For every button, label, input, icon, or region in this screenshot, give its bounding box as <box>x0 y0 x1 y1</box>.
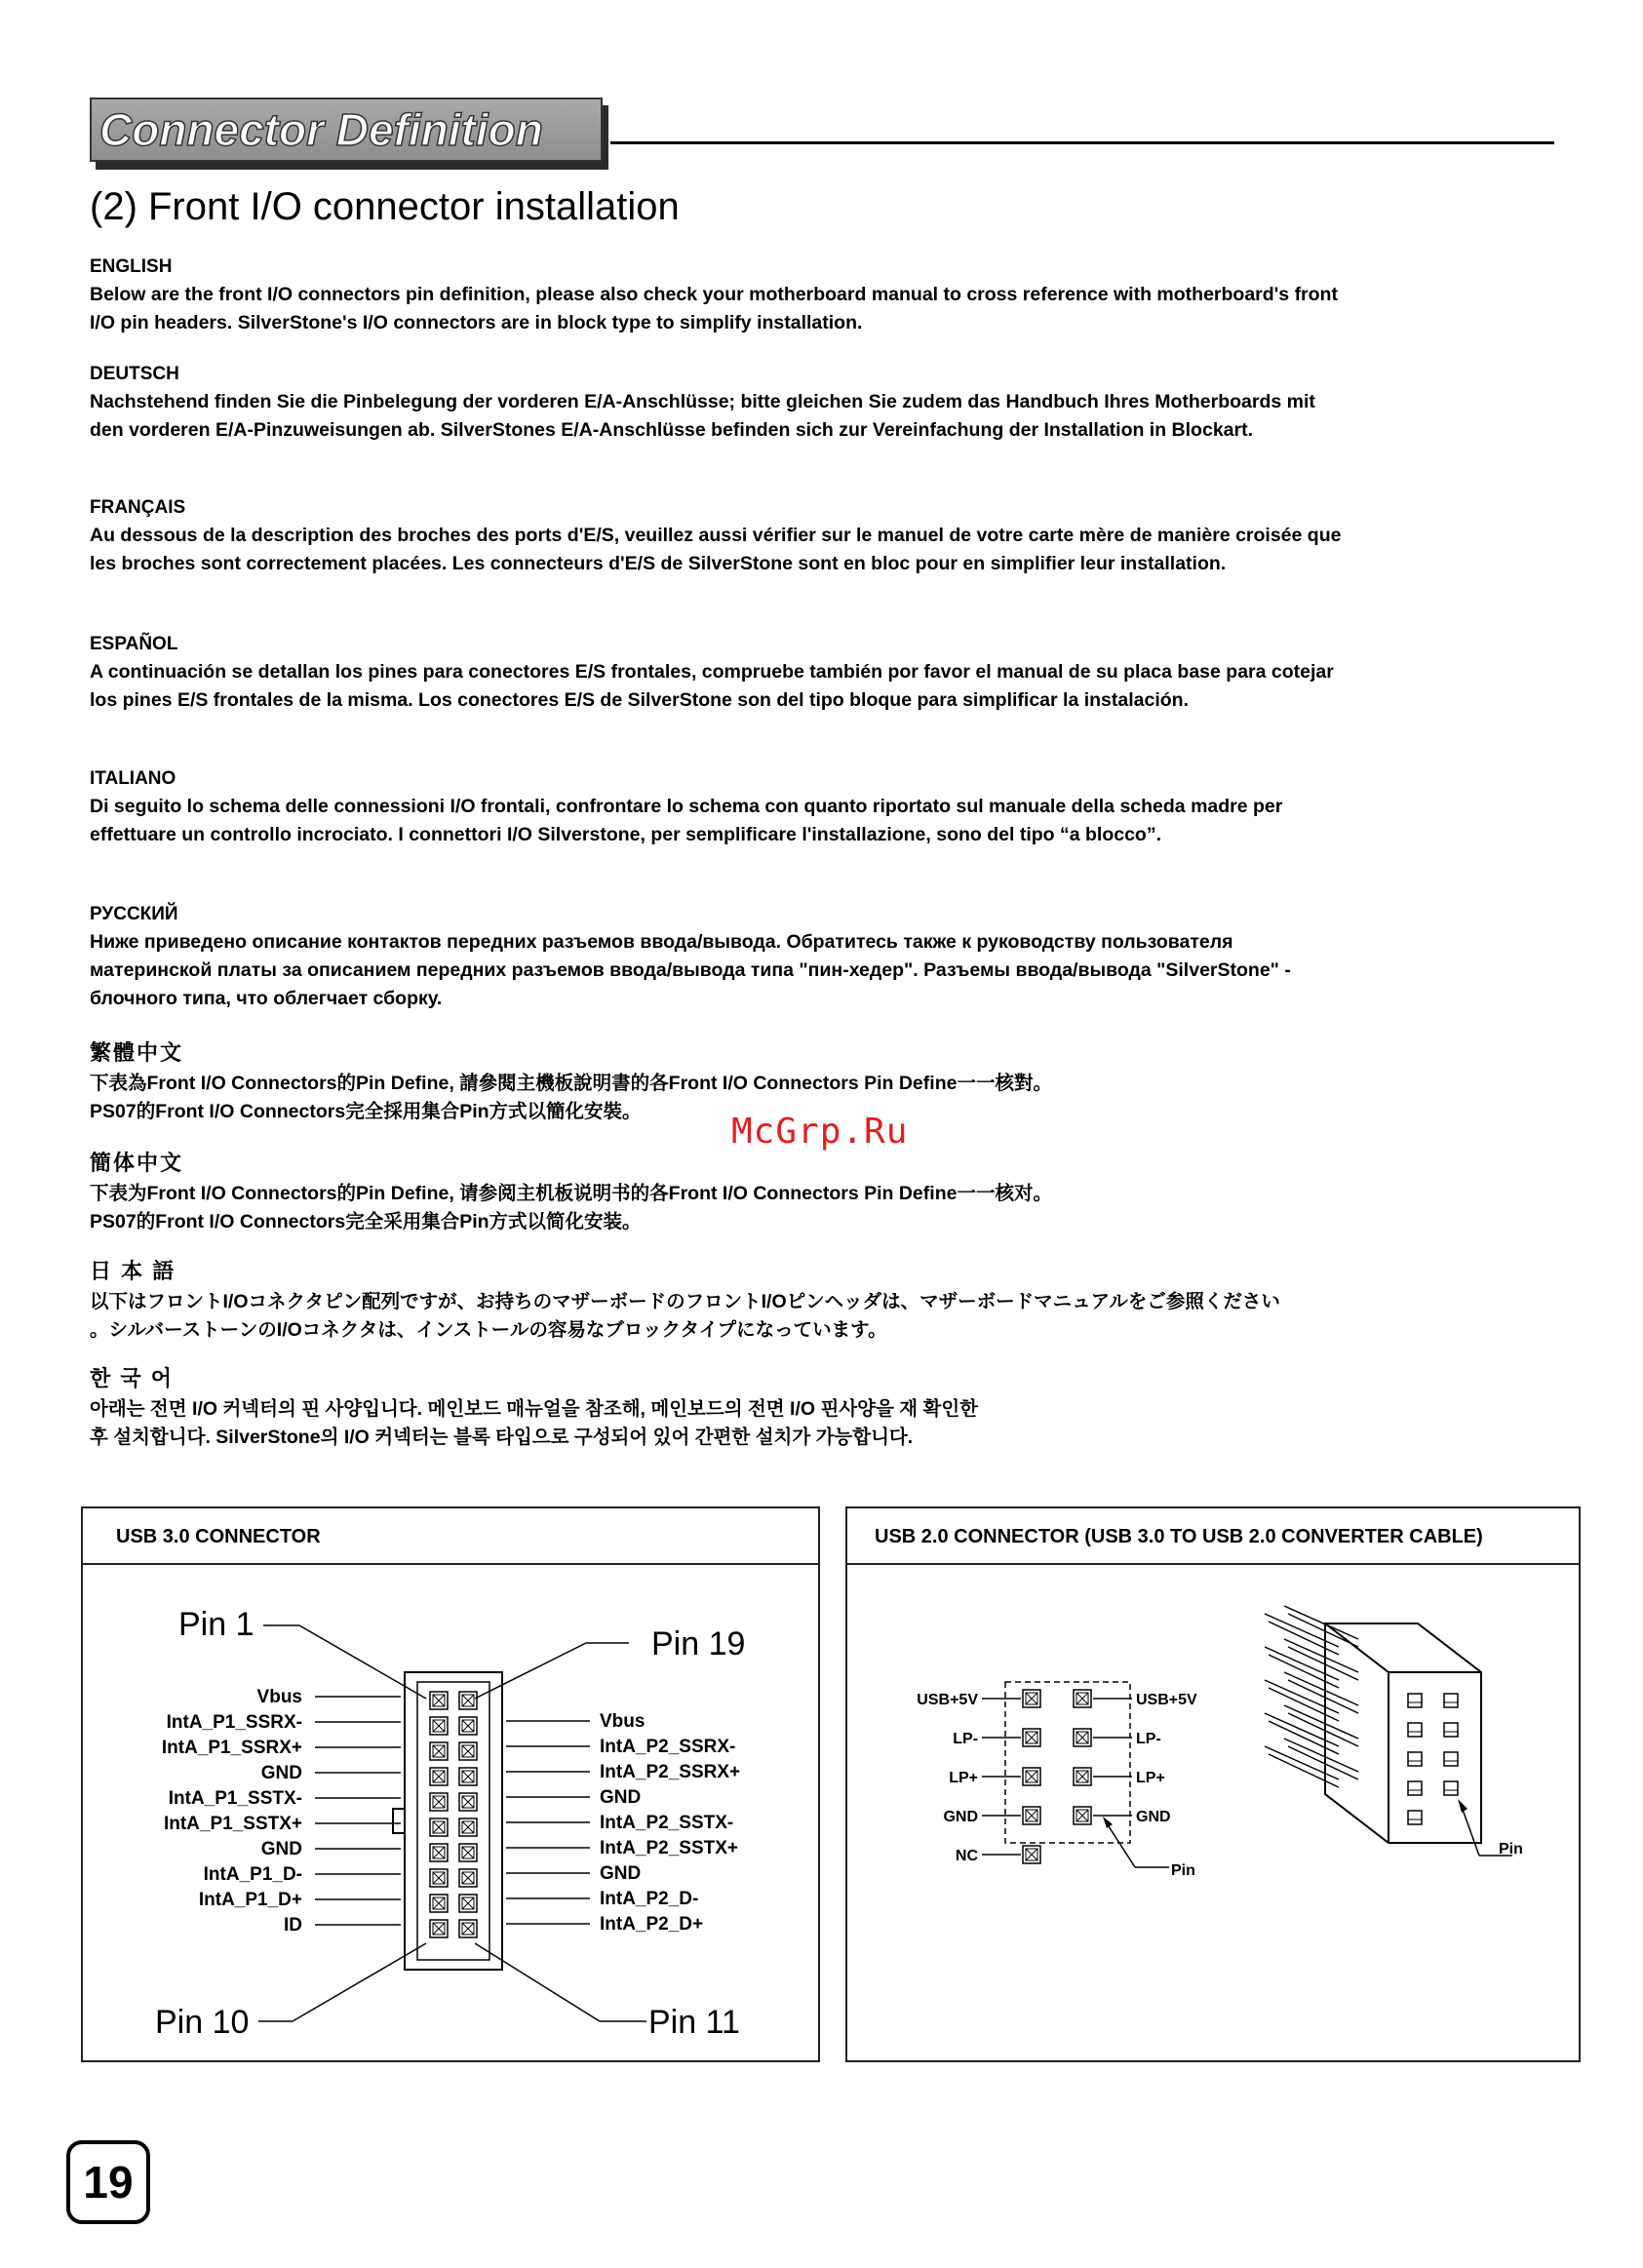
usb3-right-pin-label: IntA_P2_D+ <box>600 1914 704 1935</box>
usb2-left-pin-label: GND <box>943 1809 978 1825</box>
page-number: 19 <box>66 2140 150 2224</box>
usb3-right-pin-label: IntA_P2_SSRX+ <box>600 1762 741 1782</box>
lang-heading: 한 국 어 <box>90 1366 174 1390</box>
page-title: (2) Front I/O connector installation <box>90 185 680 228</box>
lang-block-francais <box>90 497 1582 578</box>
lang-line: A continuación se detallan los pines para conectores E/S frontales, compruebe también por favor el manual de su placa base para cotejar <box>90 661 1334 683</box>
lang-line: 下表为Front I/O Connectors的Pin Define, 请参阅主机板说明书的各Front I/O Connectors Pin Define一一核对。 <box>90 1183 1052 1204</box>
usb2-pin-grid <box>1023 1690 1091 1863</box>
usb3-left-pin-label: IntA_P1_D- <box>203 1864 302 1885</box>
usb3-left-pin-label: GND <box>260 1839 302 1859</box>
lang-block-italiano <box>90 768 1582 849</box>
lang-line: Au dessous de la description des broches des ports d'E/S, veuillez aussi vérifier sur le manuel de votre carte mère de manière croisée que <box>90 525 1342 546</box>
pin11-leader-diag <box>475 1943 600 2021</box>
lang-line: блочного типа, что облегчает сборку. <box>90 988 443 1009</box>
usb2-cable-block-drawing <box>1265 1606 1523 1857</box>
header-rule <box>610 141 1554 144</box>
lang-heading: ENGLISH <box>90 256 173 277</box>
usb2-left-pin-label: LP+ <box>949 1770 978 1786</box>
usb3-right-pin-label: IntA_P2_SSTX+ <box>600 1838 739 1858</box>
block-hole <box>1408 1694 1422 1707</box>
pin10-leader-diag <box>293 1943 426 2021</box>
usb3-left-pin-label: Vbus <box>256 1687 302 1707</box>
usb2-left-pin-label: NC <box>955 1848 978 1864</box>
usb2-block-holes <box>1408 1694 1458 1824</box>
lang-heading: 簡体中文 <box>90 1151 184 1175</box>
lang-line: effettuare un controllo incrociato. I connettori I/O Silverstone, per semplificare l'installazione, sono del tipo “a blocco”. <box>90 824 1161 845</box>
usb3-header-outline <box>405 1672 502 1970</box>
block-pin-leader <box>1462 1807 1479 1856</box>
lang-heading: 繁體中文 <box>90 1040 184 1065</box>
lang-line: материнской платы за описанием передних разъемов ввода/вывода типа "пин-хедер". Разъемы ввода/вывода "SilverStone" - <box>90 959 1291 981</box>
pin1-label: Pin 1 <box>178 1606 254 1643</box>
usb3-right-pin-label: IntA_P2_SSRX- <box>600 1737 736 1757</box>
usb2-pin-arrowhead <box>1103 1817 1113 1828</box>
lang-line: 。シルバーストーンのI/Oコネクタは、インストールの容易なブロックタイプになっています。 <box>90 1319 887 1341</box>
lang-line: les broches sont correctement placées. Les connecteurs d'E/S de SilverStone sont en bloc pour en simplifier leur installation. <box>90 553 1227 574</box>
usb3-right-pin-label: Vbus <box>600 1711 645 1732</box>
block-hole <box>1408 1723 1422 1737</box>
lang-line: los pines E/S frontales de la misma. Los conectores E/S de SilverStone son del tipo bloque para simplificar la instalación. <box>90 689 1189 711</box>
block-hole <box>1444 1781 1458 1795</box>
usb2-right-pin-label: USB+5V <box>1136 1692 1197 1708</box>
lang-line: Nachstehend finden Sie die Pinbelegung der vorderen E/A-Anschlüsse; bitte gleichen Sie zudem das Handbuch Ihres Motherboards mit <box>90 391 1315 412</box>
lang-block-deutsch <box>90 364 1582 445</box>
usb3-pin-grid <box>430 1692 477 1937</box>
usb2-pin-leader <box>1109 1826 1135 1867</box>
usb3-right-pin-label: IntA_P2_D- <box>600 1889 699 1909</box>
usb3-left-pin-label: IntA_P1_SSRX- <box>166 1712 302 1733</box>
lang-line: PS07的Front I/O Connectors完全采用集合Pin方式以简化安装。 <box>90 1211 642 1232</box>
usb3-pinout-diagram <box>83 1565 818 2060</box>
usb2-pinout-diagram <box>847 1565 1579 2060</box>
usb3-right-labels <box>506 1711 740 1935</box>
usb3-key-notch <box>393 1809 405 1833</box>
usb2-left-pin-label: LP- <box>953 1731 978 1747</box>
block-hole <box>1444 1752 1458 1766</box>
block-hole <box>1444 1723 1458 1737</box>
lang-heading: DEUTSCH <box>90 364 179 384</box>
lang-line: 以下はフロントI/Oコネクタピン配列ですが、お持ちのマザーボードのフロントI/Oピンヘッダは、マザーボードマニュアルをご参照ください <box>90 1291 1280 1312</box>
usb2-connector-panel <box>845 1506 1581 2062</box>
usb3-panel-title: USB 3.0 CONNECTOR <box>116 1526 321 1547</box>
usb3-right-pin-label: GND <box>600 1863 642 1884</box>
usb3-right-pin-label: IntA_P2_SSTX- <box>600 1813 734 1833</box>
lang-heading: ITALIANO <box>90 768 176 789</box>
lang-line: Ниже приведено описание контактов передних разъемов ввода/вывода. Обратитесь также к руководству пользователя <box>90 931 1233 953</box>
lang-heading: FRANÇAIS <box>90 497 186 518</box>
usb3-left-pin-label: IntA_P1_D+ <box>198 1890 302 1910</box>
block-hole <box>1408 1752 1422 1766</box>
section-title: Connector Definition <box>99 104 543 155</box>
lang-heading: РУССКИЙ <box>90 904 178 924</box>
usb3-connector-panel <box>81 1506 820 2062</box>
lang-block-russian <box>90 904 1582 1013</box>
lang-line: 후 설치합니다. SilverStone의 I/O 커넥터는 블록 타입으로 구성되어 있어 간편한 설치가 가능합니다. <box>90 1427 914 1448</box>
block-hole <box>1408 1781 1422 1795</box>
usb2-panel-title: USB 2.0 CONNECTOR (USB 3.0 TO USB 2.0 CONVERTER CABLE) <box>875 1526 1483 1547</box>
usb3-left-labels <box>162 1687 401 1936</box>
pin19-label: Pin 19 <box>651 1625 746 1662</box>
usb2-cable-wires <box>1265 1606 1358 1787</box>
lang-line: Below are the front I/O connectors pin definition, please also check your motherboard manual to cross reference with motherboard's front <box>90 284 1338 305</box>
lang-line: I/O pin headers. SilverStone's I/O connectors are in block type to simplify installation. <box>90 312 863 333</box>
lang-line: Di seguito lo schema delle connessioni I/O frontali, confrontare lo schema con quanto riportato sul manuale della scheda madre per <box>90 796 1283 817</box>
banner-face <box>90 98 603 162</box>
pin19-leader-diag <box>475 1643 586 1699</box>
usb3-right-pin-label: GND <box>600 1787 642 1808</box>
lang-line: 아래는 전면 I/O 커넥터의 핀 사양입니다. 메인보드 매뉴얼을 참조해, 메인보드의 전면 I/O 핀사양을 재 확인한 <box>90 1398 979 1420</box>
usb3-left-pin-label: ID <box>284 1915 302 1936</box>
block-hole <box>1444 1694 1458 1707</box>
usb2-left-pin-label: USB+5V <box>917 1692 978 1708</box>
usb3-left-pin-label: IntA_P1_SSTX- <box>168 1788 302 1809</box>
usb3-left-pin-label: IntA_P1_SSTX+ <box>163 1814 302 1834</box>
lang-block-simplified-chinese <box>90 1147 1582 1236</box>
pin1-leader-diag <box>299 1625 426 1699</box>
section-banner <box>90 98 608 170</box>
usb2-right-labels <box>1093 1692 1197 1825</box>
pin10-label: Pin 10 <box>155 2004 250 2041</box>
lang-block-espanol <box>90 634 1582 715</box>
usb2-right-pin-label: LP- <box>1136 1731 1161 1747</box>
usb3-left-pin-label: GND <box>260 1763 302 1783</box>
pin11-label: Pin 11 <box>648 2004 740 2041</box>
lang-block-japanese <box>90 1255 1582 1345</box>
lang-heading: 日 本 語 <box>90 1259 176 1283</box>
lang-block-korean <box>90 1362 1582 1452</box>
usb2-right-pin-label: GND <box>1136 1809 1171 1825</box>
usb3-header-inner <box>417 1682 489 1960</box>
usb2-pin-label: Pin <box>1171 1862 1195 1879</box>
usb2-right-pin-label: LP+ <box>1136 1770 1165 1786</box>
block-hole <box>1408 1811 1422 1824</box>
lang-block-english <box>90 256 1582 337</box>
lang-line: den vorderen E/A-Pinzuweisungen ab. SilverStones E/A-Anschlüsse befinden sich zur Vereinfachung der Installation in Blockart. <box>90 419 1254 441</box>
lang-line: 下表為Front I/O Connectors的Pin Define, 請參閱主機板說明書的各Front I/O Connectors Pin Define一一核對。 <box>90 1073 1052 1094</box>
usb3-left-pin-label: IntA_P1_SSRX+ <box>161 1738 302 1758</box>
usb2-block-pin-label: Pin <box>1499 1841 1523 1857</box>
lang-heading: ESPAÑOL <box>90 634 178 654</box>
lang-line: PS07的Front I/O Connectors完全採用集合Pin方式以簡化安裝。 <box>90 1101 642 1122</box>
watermark: McGrp.Ru <box>731 1112 909 1152</box>
